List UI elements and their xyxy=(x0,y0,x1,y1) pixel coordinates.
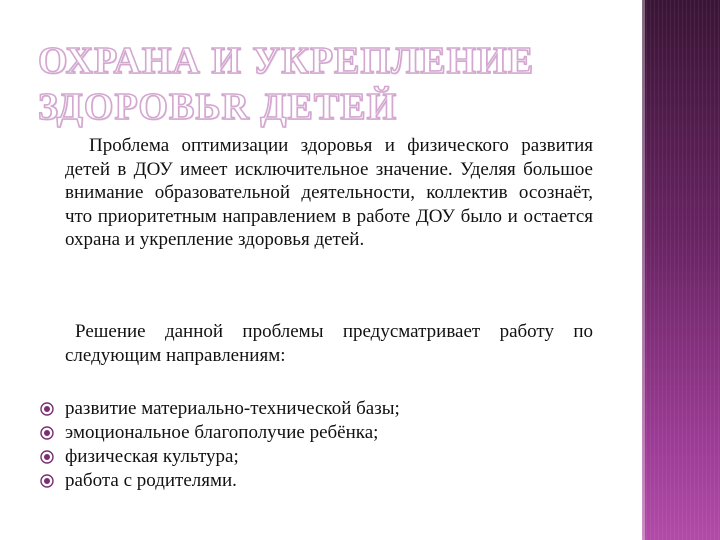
bullseye-bullet-icon xyxy=(40,474,54,488)
list-item xyxy=(40,445,600,469)
bullseye-bullet-icon xyxy=(40,426,54,440)
title-line-2: ЗДОРОВЬR ДЕТЕЙ xyxy=(38,86,398,128)
bullseye-bullet-icon xyxy=(40,450,54,464)
list-item-text: развитие материально-технической базы; xyxy=(65,398,400,419)
directions-list xyxy=(40,397,600,493)
list-item-text: работа с родителями. xyxy=(65,470,237,491)
list-item-text: эмоциональное благополучие ребёнка; xyxy=(65,422,379,443)
decorative-side-bar xyxy=(642,0,720,540)
intro-paragraph: Проблема оптимизации здоровья и физического развития детей в ДОУ имеет исключительное значение. Уделяя большое внимание образовательной деятельности, коллектив осознаёт, что приоритетным направлением в работе ДОУ было и остается охрана и укрепление здоровья детей. xyxy=(65,135,593,250)
slide-title xyxy=(38,38,598,130)
list-item xyxy=(40,469,600,493)
bullseye-bullet-icon xyxy=(40,402,54,416)
list-item xyxy=(40,397,600,421)
list-item xyxy=(40,421,600,445)
title-line-1: ОХРАНА И УКРЕПЛЕНИЕ xyxy=(38,40,535,82)
directions-paragraph: Решение данной проблемы предусматривает работу по следующим направлениям: xyxy=(65,321,593,366)
list-item-text: физическая культура; xyxy=(65,446,239,467)
